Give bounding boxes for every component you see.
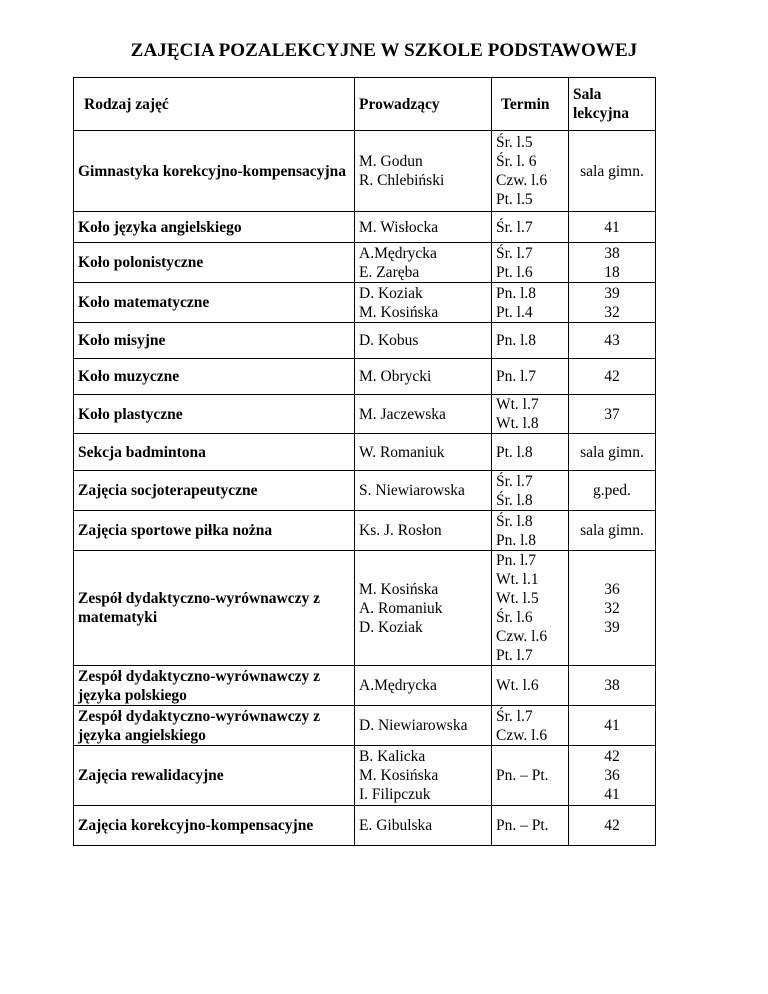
table-header-row: [74, 78, 656, 131]
room-cell-line: 32: [604, 599, 620, 617]
leader-cell-line: M. Kosińska: [359, 580, 439, 598]
term-cell-line: Pn. l.7: [496, 552, 537, 569]
room-cell-line: 37: [604, 405, 620, 423]
leader-cell: [355, 243, 492, 283]
room-cell-line: 42: [604, 748, 620, 765]
room-cell: [569, 746, 656, 806]
leader-cell-line: R. Chlebiński: [359, 172, 445, 189]
room-cell-line: 41: [604, 786, 620, 803]
room-cell-line: 32: [604, 303, 620, 321]
leader-cell: [355, 131, 492, 212]
table-row: [74, 212, 656, 243]
term-cell-line: Czw. l.6: [496, 628, 548, 645]
room-cell: [569, 511, 656, 551]
term-cell-line: Pt. l.6: [496, 263, 533, 281]
room-cell-line: 18: [604, 263, 620, 281]
header-term: Termin: [492, 78, 569, 131]
leader-cell-line: W. Romaniuk: [359, 443, 445, 461]
term-cell-line: Wt. l.6: [496, 677, 539, 694]
term-cell: [492, 359, 569, 395]
activity-name: Koło muzyczne: [74, 359, 355, 395]
table-row: [74, 666, 656, 706]
term-cell-line: Śr. l.8: [496, 512, 533, 530]
table-body: [74, 131, 656, 846]
term-cell: [492, 551, 569, 666]
room-cell: [569, 212, 656, 243]
term-cell-line: Pt. l.7: [496, 647, 533, 664]
activity-name: Zajęcia rewalidacyjne: [74, 746, 355, 806]
term-cell: [492, 243, 569, 283]
activity-name: Koło plastyczne: [74, 395, 355, 434]
table-row: [74, 283, 656, 323]
leader-cell: [355, 471, 492, 511]
leader-cell: [355, 746, 492, 806]
leader-cell-line: D. Kobus: [359, 332, 419, 349]
leader-cell-line: M. Godun: [359, 153, 423, 170]
leader-cell: [355, 706, 492, 746]
term-cell-line: Pn. l.8: [496, 531, 537, 549]
term-cell-line: Śr. l.7: [496, 244, 533, 262]
leader-cell: [355, 212, 492, 243]
room-cell: [569, 806, 656, 846]
term-cell: [492, 746, 569, 806]
room-cell-line: sala gimn.: [580, 162, 644, 180]
room-cell-line: 41: [604, 717, 620, 734]
term-cell: [492, 323, 569, 359]
leader-cell: [355, 806, 492, 846]
term-cell: [492, 471, 569, 511]
term-cell-line: Pt. l.4: [496, 303, 533, 321]
term-cell: [492, 666, 569, 706]
term-cell-line: Wt. l.8: [496, 415, 539, 432]
term-cell: [492, 434, 569, 471]
leader-cell-line: B. Kalicka: [359, 748, 426, 765]
leader-cell: [355, 511, 492, 551]
term-cell-line: Czw. l.6: [496, 172, 548, 189]
term-cell-line: Pt. l.8: [496, 443, 533, 461]
term-cell: [492, 706, 569, 746]
header-activity: Rodzaj zajęć: [74, 78, 355, 131]
table-row: [74, 434, 656, 471]
leader-cell: [355, 666, 492, 706]
leader-cell: [355, 283, 492, 323]
activity-name: Koło misyjne: [74, 323, 355, 359]
term-cell-line: Wt. l.1: [496, 571, 539, 588]
term-cell-line: Czw. l.6: [496, 726, 548, 744]
leader-cell: [355, 323, 492, 359]
leader-cell-line: M. Kosińska: [359, 303, 439, 321]
room-cell-line: 38: [604, 244, 620, 262]
room-cell-line: sala gimn.: [580, 443, 644, 461]
term-cell: [492, 806, 569, 846]
room-cell: [569, 434, 656, 471]
table-row: [74, 395, 656, 434]
leader-cell-line: D. Koziak: [359, 284, 423, 302]
leader-cell-line: M. Obrycki: [359, 368, 432, 385]
room-cell-line: 42: [604, 817, 620, 834]
room-cell-line: 41: [604, 218, 620, 236]
term-cell-line: Śr. l.8: [496, 491, 533, 509]
room-cell-line: 42: [604, 368, 620, 385]
room-cell: [569, 395, 656, 434]
table-row: [74, 471, 656, 511]
room-cell-line: 36: [604, 767, 620, 784]
room-cell-line: 38: [604, 677, 620, 694]
activity-name: Zajęcia socjoterapeutyczne: [74, 471, 355, 511]
leader-cell-line: E. Zaręba: [359, 263, 420, 281]
leader-cell-line: M. Jaczewska: [359, 405, 446, 423]
term-cell-line: Pn. l.7: [496, 368, 537, 385]
header-leader: Prowadzący: [355, 78, 492, 131]
term-cell: [492, 212, 569, 243]
room-cell: [569, 471, 656, 511]
room-cell-line: g.ped.: [593, 482, 631, 499]
activity-name: Sekcja badmintona: [74, 434, 355, 471]
table-row: [74, 806, 656, 846]
table-row: [74, 551, 656, 666]
activity-name: Zespół dydaktyczno-wyrównawczy z języka angielskiego: [74, 706, 355, 746]
leader-cell: [355, 359, 492, 395]
activity-name: Zespół dydaktyczno-wyrównawczy z języka polskiego: [74, 666, 355, 706]
leader-cell-line: S. Niewiarowska: [359, 482, 465, 499]
term-cell-line: Śr. l.7: [496, 472, 533, 490]
term-cell-line: Pt. l.5: [496, 191, 533, 208]
activity-name: Zajęcia korekcyjno-kompensacyjne: [74, 806, 355, 846]
term-cell: [492, 131, 569, 212]
leader-cell-line: E. Gibulska: [359, 817, 433, 834]
activity-name: Koło matematyczne: [74, 283, 355, 323]
room-cell: [569, 359, 656, 395]
leader-cell-line: D. Niewiarowska: [359, 717, 468, 734]
term-cell: [492, 395, 569, 434]
room-cell: [569, 551, 656, 666]
room-cell-line: 39: [604, 284, 620, 302]
leader-cell-line: A.Mędrycka: [359, 244, 437, 262]
table-row: [74, 243, 656, 283]
term-cell-line: Wt. l.7: [496, 396, 539, 413]
room-cell: [569, 706, 656, 746]
room-cell: [569, 323, 656, 359]
table-row: [74, 746, 656, 806]
term-cell: [492, 511, 569, 551]
table-row: [74, 706, 656, 746]
activity-name: Koło polonistyczne: [74, 243, 355, 283]
room-cell: [569, 131, 656, 212]
room-cell-line: 43: [604, 332, 620, 349]
table-row: [74, 323, 656, 359]
activity-name: Gimnastyka korekcyjno-kompensacyjna: [74, 131, 355, 212]
table-row: [74, 511, 656, 551]
table-row: [74, 131, 656, 212]
header-room: Sala lekcyjna: [569, 78, 656, 131]
leader-cell-line: M. Kosińska: [359, 767, 439, 784]
term-cell-line: Pn. – Pt.: [496, 817, 549, 834]
activity-name: Zespół dydaktyczno-wyrównawczy z matematyki: [74, 551, 355, 666]
room-cell: [569, 243, 656, 283]
room-cell: [569, 283, 656, 323]
term-cell-line: Pn. l.8: [496, 332, 537, 349]
term-cell: [492, 283, 569, 323]
leader-cell-line: M. Wisłocka: [359, 218, 439, 236]
term-cell-line: Wt. l.5: [496, 590, 539, 607]
activity-name: Koło języka angielskiego: [74, 212, 355, 243]
room-cell-line: sala gimn.: [580, 522, 644, 539]
table-row: [74, 359, 656, 395]
leader-cell-line: Ks. J. Rosłon: [359, 522, 442, 539]
leader-cell: [355, 551, 492, 666]
leader-cell: [355, 395, 492, 434]
room-cell-line: 36: [604, 580, 620, 598]
activity-name: Zajęcia sportowe piłka nożna: [74, 511, 355, 551]
page-title: ZAJĘCIA POZALEKCYJNE W SZKOLE PODSTAWOWEJ: [130, 40, 638, 61]
term-cell-line: Śr. l. 6: [496, 153, 537, 170]
room-cell-line: 39: [604, 618, 620, 636]
leader-cell-line: A. Romaniuk: [359, 599, 443, 617]
term-cell-line: Pn. – Pt.: [496, 767, 549, 784]
leader-cell: [355, 434, 492, 471]
term-cell-line: Pn. l.8: [496, 284, 537, 302]
term-cell-line: Śr. l.5: [496, 134, 533, 151]
term-cell-line: Śr. l.7: [496, 218, 533, 236]
leader-cell-line: D. Koziak: [359, 618, 423, 636]
leader-cell-line: I. Filipczuk: [359, 786, 431, 803]
activities-table: [73, 77, 656, 846]
room-cell: [569, 666, 656, 706]
term-cell-line: Śr. l.7: [496, 707, 533, 725]
term-cell-line: Śr. l.6: [496, 609, 533, 626]
leader-cell-line: A.Mędrycka: [359, 677, 437, 694]
